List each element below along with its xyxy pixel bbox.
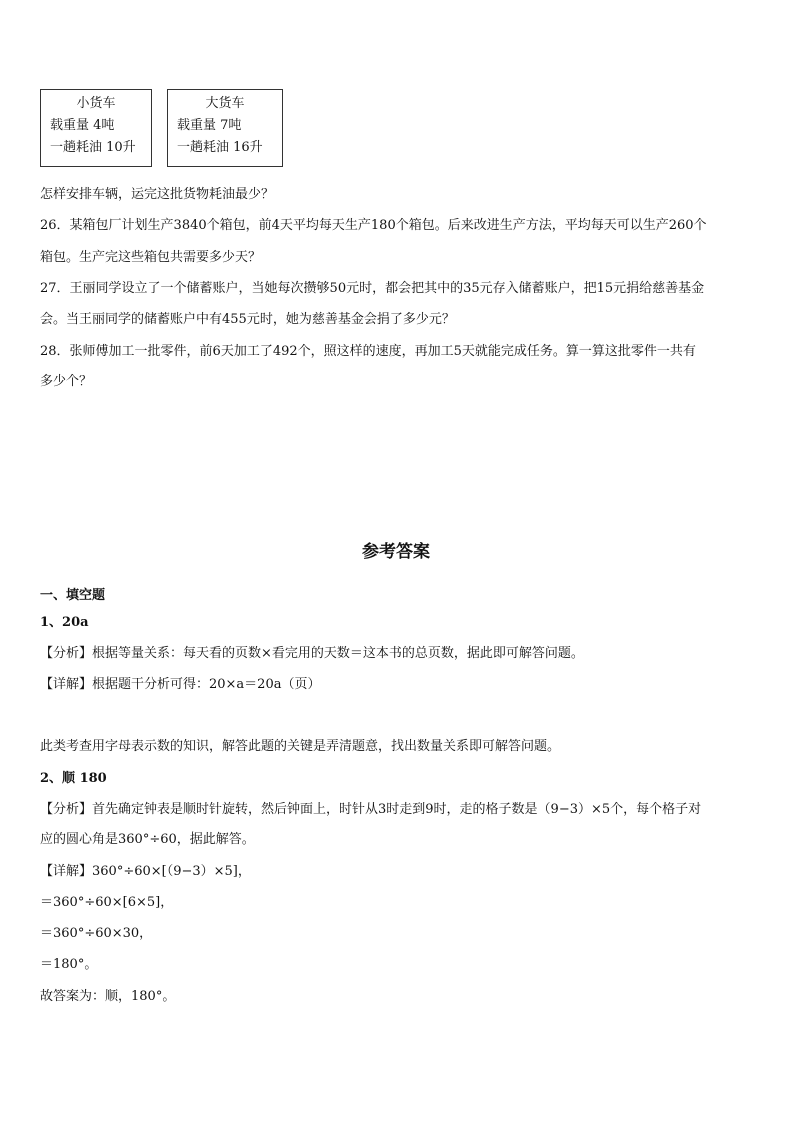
answer-2-detail-line2: ＝360°÷60×[6×5]， bbox=[40, 895, 174, 910]
answer-2-title: 2、顺 180 bbox=[40, 771, 107, 786]
answers-heading: 参考答案 bbox=[362, 542, 430, 562]
question-27-line1: 27．王丽同学设立了一个储蓄账户，当她每次攒够50元时，都会把其中的35元存入储蓄账户，把15元捐给慈善基金 bbox=[40, 281, 705, 296]
question-28-line2: 多少个？ bbox=[40, 374, 93, 389]
question-26-line2: 箱包。生产完这些箱包共需要多少天？ bbox=[40, 250, 262, 265]
question-26-line1: 26．某箱包厂计划生产3840个箱包，前4天平均每天生产180个箱包。后来改进生产方法，平均每天可以生产260个 bbox=[40, 218, 707, 233]
answer-2-analysis-line1: 【分析】首先确定钟表是顺时针旋转，然后钟面上，时针从3时走到9时，走的格子数是（9−3）×5个，每个格子对 bbox=[40, 802, 702, 817]
large-truck-fuel: 一趟耗油 16升 bbox=[177, 140, 263, 155]
small-truck-fuel: 一趟耗油 10升 bbox=[50, 140, 136, 155]
large-truck-title: 大货车 bbox=[205, 96, 245, 111]
section-fill-in-blank: 一、填空题 bbox=[40, 588, 106, 603]
answer-1-detail: 【详解】根据题干分析可得：20×a＝20a（页） bbox=[40, 677, 321, 692]
small-truck-box bbox=[40, 89, 152, 167]
large-truck-capacity: 载重量 7吨 bbox=[177, 118, 242, 133]
question-25-tail: 怎样安排车辆，运完这批货物耗油最少？ bbox=[40, 187, 275, 202]
answer-1-note: 此类考查用字母表示数的知识，解答此题的关键是弄清题意，找出数量关系即可解答问题。 bbox=[40, 739, 561, 754]
answer-2-analysis-line2: 应的圆心角是360°÷60，据此解答。 bbox=[40, 832, 255, 847]
answer-2-detail-line1: 【详解】360°÷60×[（9−3）×5]， bbox=[40, 864, 251, 879]
answer-2-detail-line3: ＝360°÷60×30， bbox=[40, 926, 153, 941]
answer-2-detail-line4: ＝180°。 bbox=[40, 957, 98, 972]
large-truck-box bbox=[167, 89, 283, 167]
answer-2-conclusion: 故答案为：顺，180°。 bbox=[40, 989, 176, 1004]
question-28-line1: 28．张师傅加工一批零件，前6天加工了492个，照这样的速度，再加工5天就能完成任务。算一算这批零件一共有 bbox=[40, 344, 696, 359]
question-27-line2: 会。当王丽同学的储蓄账户中有455元时，她为慈善基金会捐了多少元？ bbox=[40, 312, 455, 327]
answer-1-title: 1、20a bbox=[40, 615, 89, 630]
small-truck-capacity: 载重量 4吨 bbox=[50, 118, 115, 133]
answer-1-analysis: 【分析】根据等量关系：每天看的页数×看完用的天数＝这本书的总页数，据此即可解答问题。 bbox=[40, 646, 584, 661]
small-truck-title: 小货车 bbox=[76, 96, 116, 111]
